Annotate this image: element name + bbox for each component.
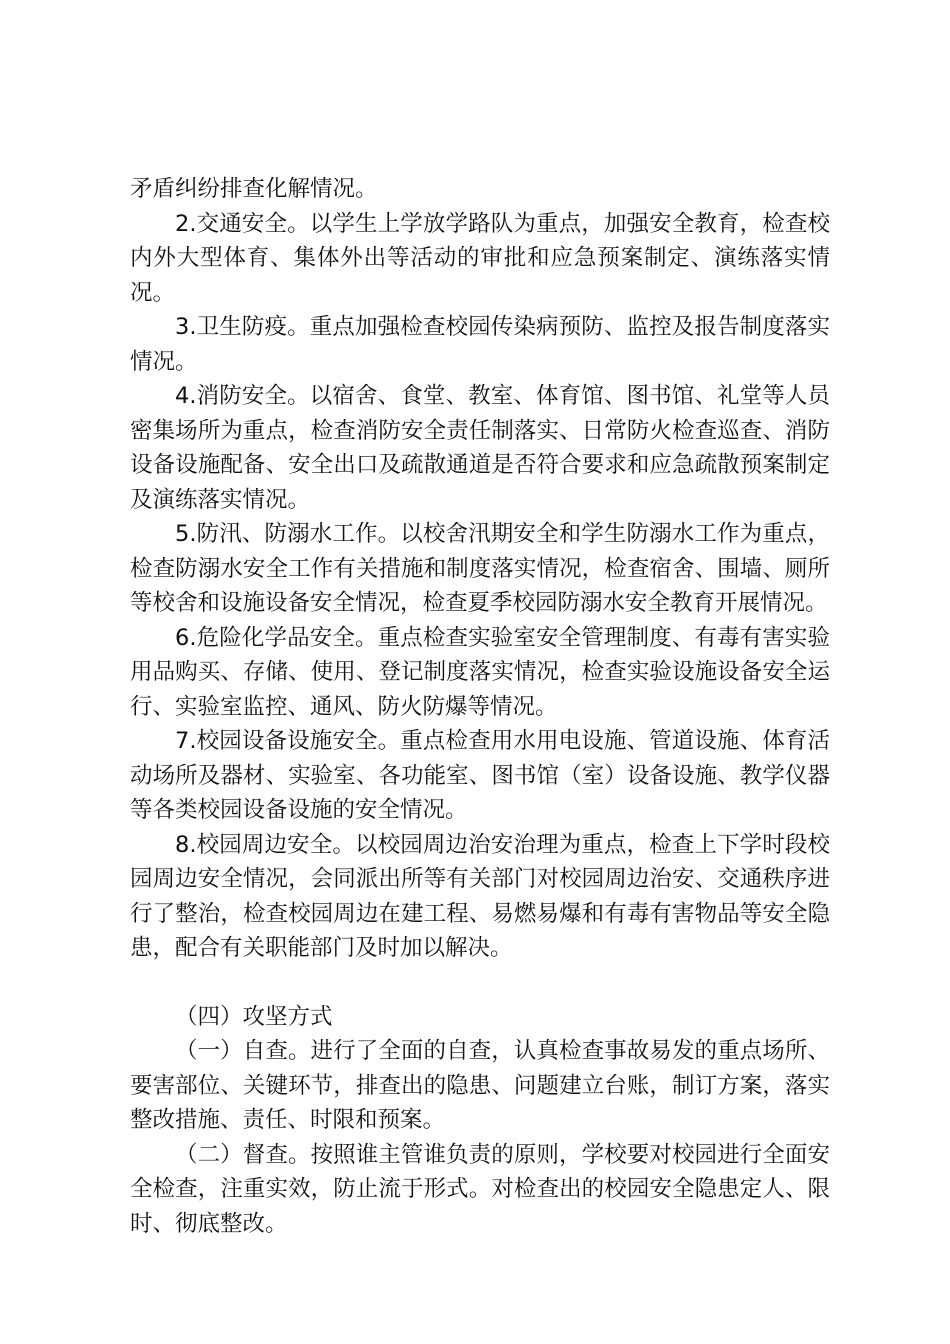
paragraph-gap (130, 966, 830, 1000)
paragraph-campus-surroundings: 8.校园周边安全。以校园周边治安治理为重点，检查上下学时段校园周边安全情况，会同派出所等有关部门对校园周边治安、交通秩序进行了整治，检查校园周边在建工程、易燃易爆和有毒有害物品等安全隐患，配合有关职能部门及时加以解决。 (130, 831, 830, 961)
paragraph-self-inspection: （一）自查。进行了全面的自查，认真检查事故易发的重点场所、要害部位、关键环节，排查出的隐患、问题建立台账，制订方案，落实整改措施、责任、时限和预案。 (130, 1038, 830, 1133)
paragraph-continuation: 矛盾纠纷排查化解情况。 (130, 176, 378, 202)
paragraph-fire-safety: 4.消防安全。以宿舍、食堂、教室、体育馆、图书馆、礼堂等人员密集场所为重点，检查消防安全责任制落实、日常防火检查巡查、消防设备设施配备、安全出口及疏散通道是否符合要求和应急疏散预案制定及演练落实情况。 (130, 383, 830, 513)
section-heading-methods: （四）攻坚方式 (175, 1003, 333, 1030)
document-page (130, 172, 830, 1241)
paragraph-supervision: （二）督查。按照谁主管谁负责的原则，学校要对校园进行全面安全检查，注重实效，防止流于形式。对检查出的校园安全隐患定人、限时、彻底整改。 (130, 1141, 830, 1237)
paragraph-traffic-safety: 2.交通安全。以学生上学放学路队为重点，加强安全教育，检查校内外大型体育、集体外出等活动的审批和应急预案制定、演练落实情况。 (130, 210, 830, 306)
paragraph-chemical-safety: 6.危险化学品安全。重点检查实验室安全管理制度、有毒有害实验用品购买、存储、使用、登记制度落实情况，检查实验设施设备安全运行、实验室监控、通风、防火防爆等情况。 (130, 624, 830, 720)
paragraph-flood-drowning: 5.防汛、防溺水工作。以校舍汛期安全和学生防溺水工作为重点，检查防溺水安全工作有关措施和制度落实情况，检查宿舍、围墙、厕所等校舍和设施设备安全情况，检查夏季校园防溺水安全教育开展情况。 (130, 521, 830, 616)
paragraph-epidemic-prevention: 3.卫生防疫。重点加强检查校园传染病预防、监控及报告制度落实情况。 (130, 314, 830, 375)
paragraph-facility-safety: 7.校园设备设施安全。重点检查用水用电设施、管道设施、体育活动场所及器材、实验室、各功能室、图书馆（室）设备设施、教学仪器等各类校园设备设施的安全情况。 (130, 728, 830, 823)
